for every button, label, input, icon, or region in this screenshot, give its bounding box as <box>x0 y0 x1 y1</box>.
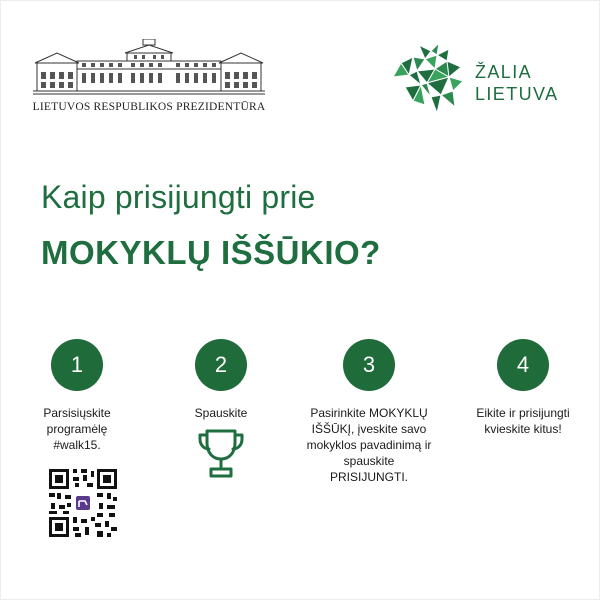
step-2-text <box>141 405 301 421</box>
step-3-line: mokyklos pavadinimą ir <box>306 438 432 452</box>
qr-code-icon <box>47 467 119 539</box>
step-3-line: spauskite <box>343 454 395 468</box>
trophy-icon <box>197 427 245 479</box>
main-heading <box>41 177 381 275</box>
step-1-text <box>0 405 157 453</box>
palace-building-icon <box>31 39 267 97</box>
green-knight-icon <box>391 41 469 117</box>
heading-line-1: Kaip prisijungti prie <box>41 179 316 215</box>
presidency-name: LIETUVOS RESPUBLIKOS PREZIDENTŪRA <box>32 101 266 113</box>
step-3-text <box>289 405 449 485</box>
step-3 <box>289 339 449 485</box>
step-3-line: Pasirinkite MOKYKLŲ <box>310 406 428 420</box>
step-2 <box>141 339 301 421</box>
step-1-line: #walk15. <box>53 438 101 452</box>
step-1-number: 1 <box>51 339 103 391</box>
step-1 <box>0 339 157 453</box>
step-3-number: 3 <box>343 339 395 391</box>
zalia-lietuva-logo <box>391 41 571 117</box>
step-4-number: 4 <box>497 339 549 391</box>
step-2-number: 2 <box>195 339 247 391</box>
step-4-line: kvieskite kitus! <box>484 422 562 436</box>
step-3-line: IŠŠŪKĮ, įveskite savo <box>311 422 427 436</box>
step-4-line: Eikite ir prisijungti <box>476 406 570 420</box>
zalia-text: ŽALIA <box>475 62 533 82</box>
presidency-logo <box>31 39 267 113</box>
step-1-line: Parsisiųskite <box>43 406 111 420</box>
heading-line-2: MOKYKLŲ IŠŠŪKIO? <box>41 234 381 271</box>
step-3-line: PRISIJUNGTI. <box>329 470 408 484</box>
zalia-lietuva-wordmark <box>475 61 559 105</box>
step-4 <box>443 339 600 437</box>
step-2-line: Spauskite <box>194 406 248 420</box>
step-1-line: programėlę <box>46 422 108 436</box>
lietuva-text: LIETUVA <box>475 84 559 104</box>
step-4-text <box>443 405 600 437</box>
